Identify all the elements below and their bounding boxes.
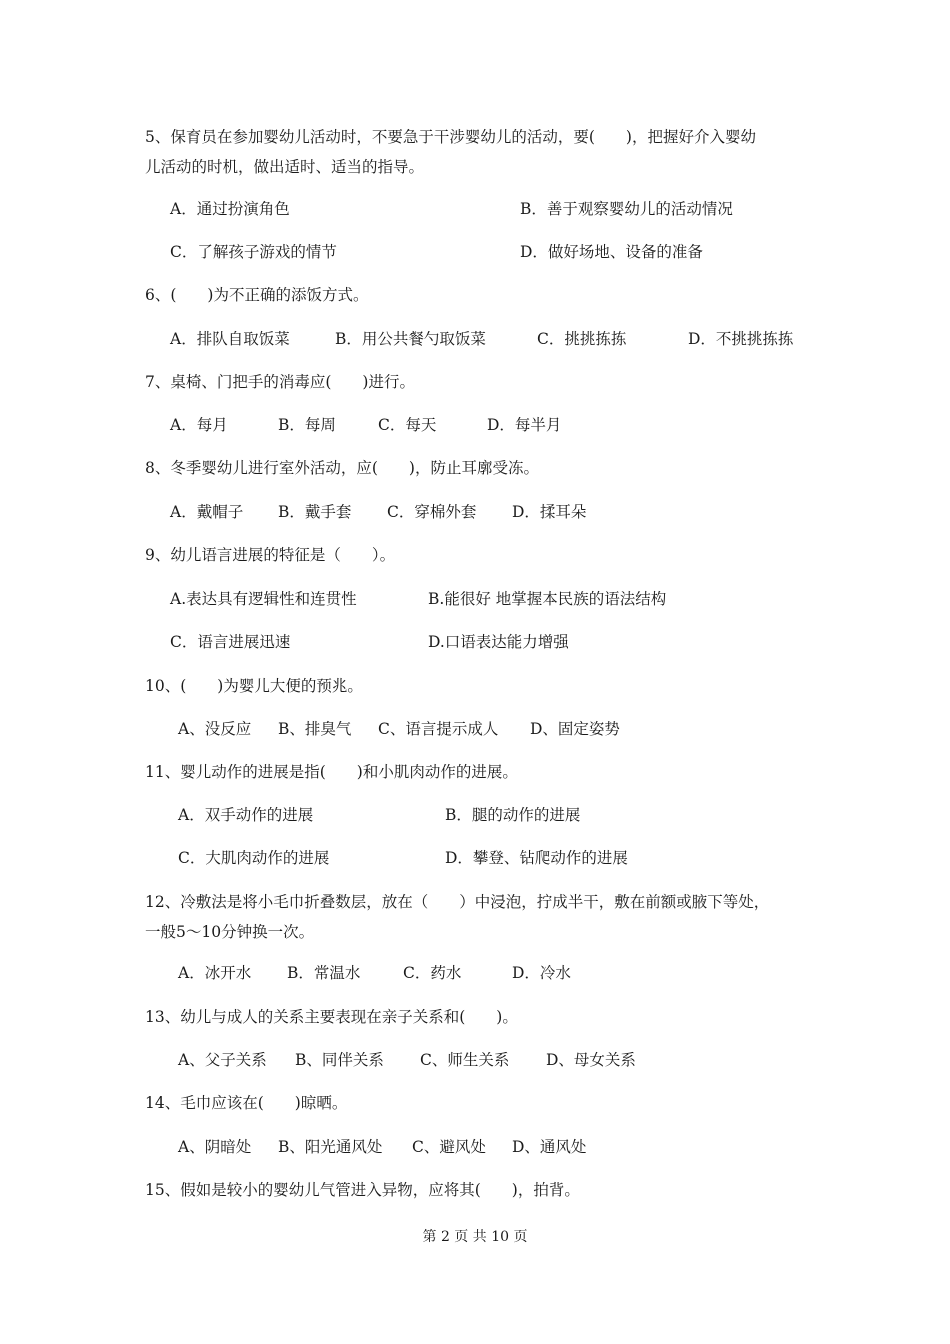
question-9-line-1: 9、幼儿语言进展的特征是（ ）。	[145, 546, 396, 564]
question-9-option-c: C．语言进展迅速	[170, 633, 291, 651]
question-12-line-2: 一般5～10分钟换一次。	[145, 923, 315, 941]
question-10-option-c: C、语言提示成人	[378, 720, 499, 738]
question-7-option-a: A．每月	[170, 416, 228, 434]
question-9-option-b: B.能很好 地掌握本民族的语法结构	[428, 590, 667, 608]
question-13-line-1: 13、幼儿与成人的关系主要表现在亲子关系和( )。	[145, 1008, 518, 1026]
question-11-option-c: C．大肌肉动作的进展	[178, 849, 330, 867]
question-5-option-a: A．通过扮演角色	[170, 200, 290, 218]
question-6-option-b: B．用公共餐勺取饭菜	[335, 330, 486, 348]
question-14-line-1: 14、毛巾应该在( )晾晒。	[145, 1094, 348, 1112]
question-10-option-b: B、排臭气	[278, 720, 352, 738]
page-footer: 第 2 页 共 10 页	[422, 1229, 528, 1245]
question-5-option-d: D．做好场地、设备的准备	[520, 243, 703, 261]
question-10-option-a: A、没反应	[178, 720, 252, 738]
question-11-option-a: A．双手动作的进展	[178, 806, 314, 824]
question-7-option-c: C．每天	[378, 416, 437, 434]
question-8-option-b: B．戴手套	[278, 503, 352, 521]
question-14-option-b: B、阳光通风处	[278, 1138, 383, 1156]
question-13-option-c: C、师生关系	[420, 1051, 510, 1069]
question-7-line-1: 7、桌椅、门把手的消毒应( )进行。	[145, 373, 415, 391]
question-8-option-c: C．穿棉外套	[387, 503, 477, 521]
question-13-option-d: D、母女关系	[546, 1051, 636, 1069]
question-7-option-b: B．每周	[278, 416, 336, 434]
question-11-option-d: D．攀登、钻爬动作的进展	[445, 849, 628, 867]
question-5-line-2: 儿活动的时机，做出适时、适当的指导。	[145, 158, 425, 176]
question-10-line-1: 10、( )为婴儿大便的预兆。	[145, 677, 363, 695]
question-14-option-d: D、通风处	[512, 1138, 587, 1156]
question-6-option-c: C．挑挑拣拣	[537, 330, 627, 348]
question-10-option-d: D、固定姿势	[530, 720, 620, 738]
question-5-option-c: C．了解孩子游戏的情节	[170, 243, 337, 261]
question-6-line-1: 6、( )为不正确的添饭方式。	[145, 286, 369, 304]
question-6-option-d: D．不挑挑拣拣	[688, 330, 794, 348]
question-13-option-a: A、父子关系	[178, 1051, 267, 1069]
question-12-option-b: B．常温水	[287, 964, 361, 982]
question-7-option-d: D．每半月	[487, 416, 562, 434]
question-12-option-c: C．药水	[403, 964, 462, 982]
question-8-line-1: 8、冬季婴幼儿进行室外活动，应( )，防止耳廓受冻。	[145, 459, 539, 477]
question-8-option-d: D．揉耳朵	[512, 503, 587, 521]
question-9-option-d: D.口语表达能力增强	[428, 633, 569, 651]
question-12-option-d: D．冷水	[512, 964, 571, 982]
question-14-option-c: C、避风处	[412, 1138, 486, 1156]
question-6-option-a: A．排队自取饭菜	[170, 330, 290, 348]
question-12-option-a: A．冰开水	[178, 964, 252, 982]
question-14-option-a: A、阴暗处	[178, 1138, 252, 1156]
question-5-line-1: 5、保育员在参加婴幼儿活动时，不要急于干涉婴幼儿的活动，要( )，把握好介入婴幼	[145, 128, 756, 146]
question-15-line-1: 15、假如是较小的婴幼儿气管进入异物，应将其( )，拍背。	[145, 1181, 580, 1199]
question-8-option-a: A．戴帽子	[170, 503, 244, 521]
question-5-option-b: B．善于观察婴幼儿的活动情况	[520, 200, 733, 218]
question-12-line-1: 12、冷敷法是将小毛巾折叠数层，放在（ ）中浸泡，拧成半干，敷在前额或腋下等处，	[145, 893, 770, 911]
question-11-option-b: B．腿的动作的进展	[445, 806, 581, 824]
question-9-option-a: A.表达具有逻辑性和连贯性	[170, 590, 357, 608]
question-11-line-1: 11、婴儿动作的进展是指( )和小肌肉动作的进展。	[145, 763, 518, 781]
question-13-option-b: B、同伴关系	[295, 1051, 384, 1069]
